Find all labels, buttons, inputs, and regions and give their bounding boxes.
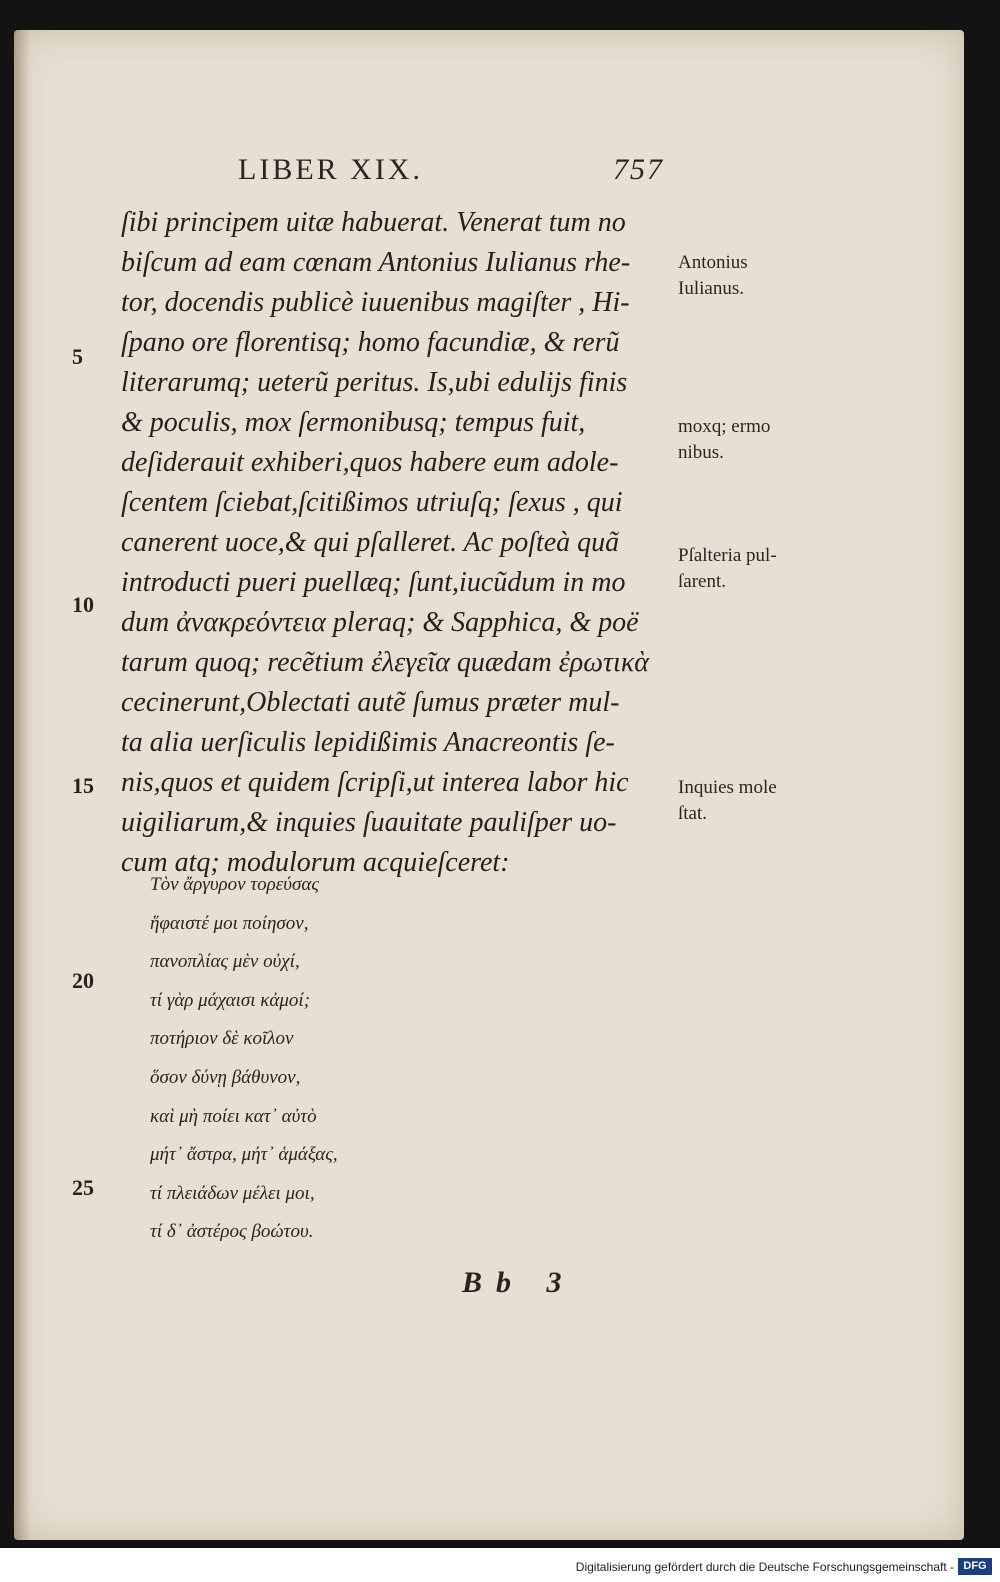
verse-line: πανοπλίας μὲν οὐχί,	[150, 951, 300, 973]
text-line: cecinerunt,Oblectati autẽ ſumus præter mul-	[121, 687, 620, 718]
verse-line: καὶ μὴ ποίει κατ᾽ αὐτὸ	[150, 1105, 317, 1127]
text-line: literarumq; ueterũ peritus. Is,ubi edulijs finis	[121, 367, 628, 398]
text-line: introducti pueri puellæq; ſunt,iucũdum in mo	[121, 567, 626, 598]
line-number: 25	[72, 1175, 94, 1200]
text-line: tor, docendis publicè iuuenibus magiſter , Hi-	[121, 287, 630, 318]
text-line: ſcentem ſciebat,ſcitißimos utriuſq; ſexus , qui	[121, 487, 623, 518]
line-number: 15	[72, 773, 94, 798]
funding-credit: Digitalisierung gefördert durch die Deutsche Forschungsgemeinschaft -	[575, 1560, 954, 1574]
footer-bar	[0, 1548, 1000, 1582]
verse-line: Τὸν ἄργυρον τορεύσας	[150, 874, 320, 895]
greek-verse	[150, 866, 510, 1252]
line-number: 10	[72, 592, 94, 617]
marginal-note	[678, 543, 818, 595]
text-line: biſcum ad eam cœnam Antonius Iulianus rhe-	[121, 247, 631, 278]
text-line: nis,quos et quidem ſcripſi,ut interea labor hic	[121, 767, 629, 798]
marginal-note-line: Pſalteria pul-	[678, 545, 777, 566]
text-line: ta alia uerſiculis lepidißimis Anacreontis ſe-	[121, 727, 615, 758]
marginal-note-line: ſarent.	[678, 571, 727, 592]
text-line: tarum quoq; recẽtium ἐλεγεῖα quædam ἐρωτικὰ	[121, 647, 649, 678]
verse-line: τί πλειάδων μέλει μοι,	[150, 1182, 315, 1204]
verse-line: ὅσον δύνῃ βάθυνον,	[150, 1066, 301, 1088]
text-line: & poculis, mox ſermonibusq; tempus fuit,	[121, 407, 586, 438]
text-line: uigiliarum,& inquies ſuauitate pauliſper uo-	[121, 807, 617, 838]
verse-line: τί δ᾽ ἀστέρος βοώτου.	[150, 1221, 314, 1243]
marginal-note-line: Antonius	[678, 252, 748, 273]
text-line: canerent uoce,& qui pſalleret. Ac poſteà quã	[121, 527, 620, 558]
page-gutter-shadow	[14, 30, 30, 1540]
marginal-note	[678, 250, 818, 302]
body-text	[121, 203, 681, 883]
marginal-note	[678, 414, 818, 466]
text-line: deſiderauit exhiberi,quos habere eum adole-	[121, 447, 619, 478]
marginal-note-line: Iulianus.	[678, 278, 744, 299]
text-line: cum atq; modulorum acquieſceret:	[121, 847, 510, 878]
line-number: 20	[72, 968, 94, 993]
signature-mark: Bb 3	[462, 1266, 576, 1299]
verse-line: ἥφαιστέ μοι ποίησον,	[150, 912, 309, 934]
marginal-note-line: ſtat.	[678, 803, 708, 824]
text-line: dum ἀνακρεόντεια pleraq; & Sapphica, & poë	[121, 607, 639, 638]
line-number: 5	[72, 344, 83, 369]
marginal-note-line: nibus.	[678, 442, 724, 463]
dfg-logo: DFG	[958, 1558, 992, 1575]
marginal-note	[678, 775, 818, 827]
verse-line: ποτήριον δὲ κοῖλον	[150, 1028, 294, 1050]
text-line: ſibi principem uitæ habuerat. Venerat tum no	[121, 207, 626, 238]
page-number: 757	[613, 153, 664, 186]
running-head: LIBER XIX.	[238, 153, 423, 186]
marginal-note-line: Inquies mole	[678, 777, 777, 798]
verse-line: μήτ᾽ ἄστρα, μήτ᾽ ἁμάξας,	[150, 1144, 338, 1166]
marginal-note-line: moxq; ermo	[678, 416, 771, 437]
text-line: ſpano ore florentisq; homo facundiæ, & rerũ	[121, 327, 620, 358]
verse-line: τί γὰρ μάχαισι κἀμοί;	[150, 989, 311, 1011]
